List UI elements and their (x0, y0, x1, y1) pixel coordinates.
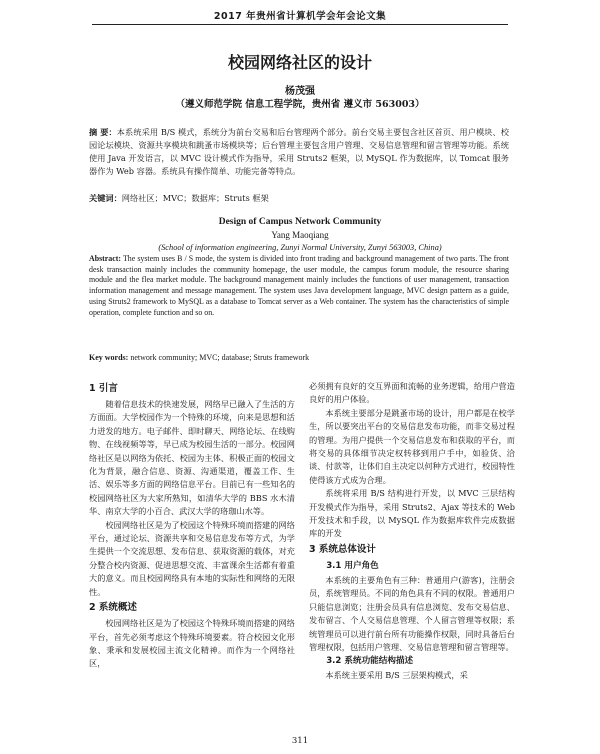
paper-affiliation-en: (School of information engineering, Zunyi Normal University, Zunyi 563003, China) (158, 243, 442, 252)
paper-author-en: Yang Maoqiang (271, 230, 329, 240)
section-2-paragraph-1: 校园网络社区是为了校园这个特殊环境而搭建的网络平台，首先必须考虑这个特殊环境要素。符合校园文化形象、秉承和发展校园主流文化精神。而作为一个网络社区， (89, 618, 295, 669)
right-column (309, 380, 515, 683)
page-number: 311 (291, 736, 309, 746)
section-2-heading: 2 系统概述 (89, 602, 137, 614)
subsection-3-1-heading: 3.1 用户角色 (326, 560, 379, 571)
section-1-paragraph-2: 校园网络社区是为了校园这个特殊环境而搭建的网络平台，通过论坛、资源共享和交易信息发布等方式，为学生提供一个交流思想、发布信息、获取资源的载体，对充分整合校内资源、促进思想交流、丰富课余生活都有着重大的意义。而且校园网络具有本地的实际性和网络的无限性。 (89, 519, 295, 597)
running-header: 2017 年贵州省计算机学会年会论文集 (213, 11, 387, 22)
keywords-en-label: Key words: (89, 353, 129, 362)
section-2-continuation: 必须拥有良好的交互界面和流畅的业务逻辑，给用户营造良好的用户体验。 (309, 381, 515, 405)
left-column (89, 380, 295, 671)
keywords-en (89, 352, 509, 363)
abstract-en-label: Abstract: (89, 254, 121, 263)
abstract-cn (89, 126, 509, 178)
keywords-cn (89, 192, 509, 205)
abstract-cn-label: 摘 要： (89, 127, 117, 137)
header-rule (92, 24, 508, 25)
paper-title: 校园网络社区的设计 (227, 53, 372, 72)
subsection-3-2-paragraph: 本系统主要采用 B/S 三层架构模式，采 (325, 670, 468, 681)
section-3-heading: 3 系统总体设计 (309, 543, 376, 555)
paper-affiliation: （遵义师范学院 信息工程学院，贵州省 遵义市 563003） (175, 99, 425, 110)
abstract-en (89, 254, 509, 318)
paper-title-en: Design of Campus Network Community (218, 217, 382, 227)
keywords-cn-label: 关键词： (89, 193, 122, 203)
subsection-3-2-heading: 3.2 系统功能结构描述 (326, 656, 414, 667)
section-2-paragraph-2: 本系统主要部分是跳蚤市场的设计，用户都是在校学生，所以要突出平台的交易信息发布功能，而非交易过程的管理。为用户提供一个交易信息发布和获取的平台，而将交易的具体细节决定权转移到用户手中，如验货、洽谈、付款等，让体们自主决定以何种方式进行，校园特性使得该方式成为合理。 (309, 407, 515, 485)
section-1-heading: 1 引言 (89, 383, 118, 394)
keywords-cn-text: 网络社区；MVC；数据库；Struts 框架 (121, 193, 269, 203)
section-2-paragraph-3: 系统将采用 B/S 结构进行开发，以 MVC 三层结构开发模式作为指导，采用 Struts2、Ajax 等技术的 Web 开发技术和手段，以 MySQL 作为数据库软件完成数据库的开发 (309, 488, 515, 539)
paper-author: 杨茂强 (285, 86, 315, 97)
abstract-en-text: The system uses B / S mode, the system is divided into front trading and background management of two parts. The front desk transaction mainly includes the community homepage, the user module, the campus forum module, the resource sharing module and the flea market module. The background management mainly includes the functions of user management, transaction information management and message management. The system uses Java development language, MVC design pattern as a guide, using Struts2 framework to MySQL as a database to Tomcat server as a Web container. The system has the characteristics of simple operation, complete function and so on. (89, 254, 509, 317)
abstract-cn-text: 本系统采用 B/S 模式，系统分为前台交易和后台管理两个部分。前台交易主要包含社区首页、用户模块、校园论坛模块、资源共享模块和跳蚤市场模块等；后台管理主要包含用户管理、交易信息管理和留言管理等功能。系统使用 Java 开发语言，以 MVC 设计模式作为指导，采用 Struts2 框架，以 MySQL 作为数据库，以 Tomcat 服务器作为 Web 容器。系统具有操作简单、功能完备等特点。 (89, 127, 509, 176)
subsection-3-1-paragraph: 本系统的主要角色有三种：普通用户(游客)，注册会员，系统管理员。不同的角色具有不同的权限。普通用户只能信息浏览；注册会员具有信息浏览、发布交易信息、发布留言、个人交易信息管理、个人留言管理等权限；系统管理员可以进行前台所有功能操作权限，同时具备后台管理权限，包括用户管理、交易信息管理和留言管理等。 (309, 574, 515, 652)
section-1-paragraph-1: 随着信息技术的快速发展，网络早已融入了生活的方方面面。大学校园作为一个特殊的环境，向来是思想和活力迸发的地方。电子邮件、即时聊天、网络论坛、在线购物、在线视频等等，早已成为校园生活的一部分。校园网络社区是以网络为依托、校园为主体、积极正面的校园文化为背景，融合信息、资源、沟通渠道，覆盖工作、生活、娱乐等多方面的网络信息平台。目前已有一些知名的校园网络社区为大家所熟知，如清华大学的 BBS 水木清华、南京大学的小百合、武汉大学的珞珈山水等。 (89, 399, 295, 517)
keywords-en-text: network community; MVC; database; Struts framework (130, 353, 310, 362)
